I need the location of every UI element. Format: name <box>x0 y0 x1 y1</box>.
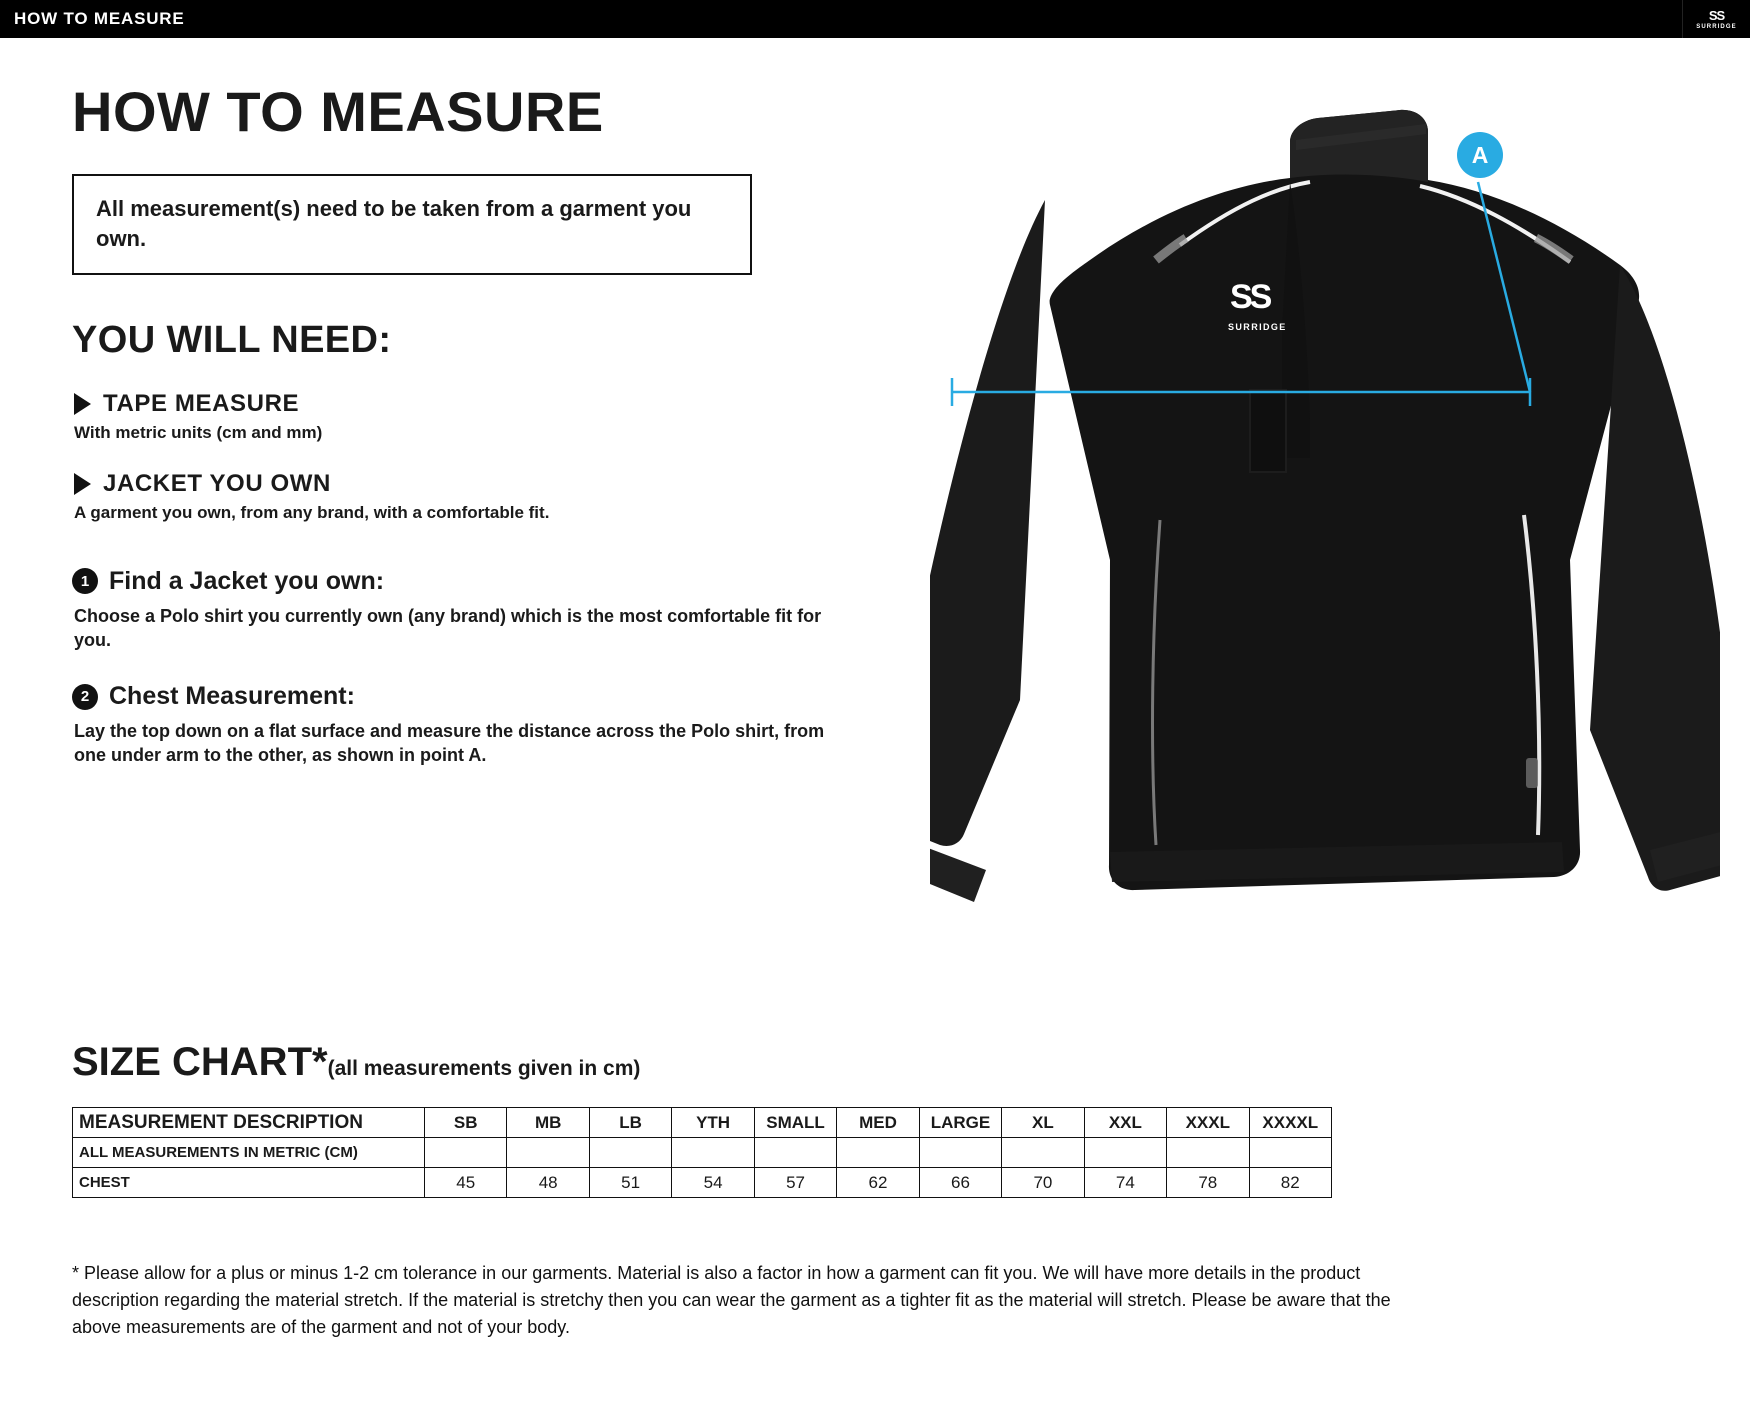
row-value <box>425 1138 507 1168</box>
step-number-badge: 2 <box>72 684 98 710</box>
row-value <box>1167 1138 1249 1168</box>
step-body: Choose a Polo shirt you currently own (any brand) which is the most comfortable fit for you. <box>74 605 822 650</box>
svg-text:SURRIDGE: SURRIDGE <box>1228 322 1287 332</box>
table-row <box>73 1168 1332 1198</box>
row-label: ALL MEASUREMENTS IN METRIC (CM) <box>73 1138 425 1168</box>
column-header: XXXL <box>1167 1108 1249 1138</box>
row-value: 54 <box>672 1168 754 1198</box>
column-header: MEASUREMENT DESCRIPTION <box>73 1108 425 1138</box>
need-item-label: JACKET YOU OWN <box>103 470 331 498</box>
need-item-sub: With metric units (cm and mm) <box>74 423 323 443</box>
row-value: 78 <box>1167 1168 1249 1198</box>
row-value <box>1249 1138 1331 1168</box>
step-body: Lay the top down on a flat surface and measure the distance across the Polo shirt, from one under arm to the other, as shown in point A. <box>74 721 825 766</box>
row-value: 45 <box>425 1168 507 1198</box>
row-value: 48 <box>507 1168 589 1198</box>
row-value: 66 <box>919 1168 1001 1198</box>
column-header: MED <box>837 1108 919 1138</box>
row-value: 57 <box>754 1168 836 1198</box>
column-header: SMALL <box>754 1108 836 1138</box>
row-value: 62 <box>837 1168 919 1198</box>
size-chart-title-note: (all measurements given in cm) <box>327 1057 641 1080</box>
you-will-need-heading: YOU WILL NEED: <box>72 319 392 362</box>
page-title: HOW TO MEASURE <box>72 80 604 143</box>
row-value: 70 <box>1002 1168 1084 1198</box>
row-value <box>1002 1138 1084 1168</box>
need-item-jacket <box>72 470 872 524</box>
callout-marker-a: A <box>1457 132 1503 178</box>
column-header: SB <box>425 1108 507 1138</box>
footnote-text: * Please allow for a plus or minus 1-2 cm tolerance in our garments. Material is also a factor in how a garment can fit you. We will have more details in the product description regarding the material stretch. If the material is stretchy then you can wear the garment as a tighter fit as the material will stretch. Please be aware that the above measurements are of the garment and not of your body. <box>72 1263 1391 1337</box>
column-header: XL <box>1002 1108 1084 1138</box>
step-title: Chest Measurement: <box>109 682 355 711</box>
row-value <box>589 1138 671 1168</box>
row-label: CHEST <box>73 1168 425 1198</box>
svg-text:SS: SS <box>1230 278 1270 316</box>
top-bar-title: HOW TO MEASURE <box>14 9 185 28</box>
garment-illustration <box>930 90 1720 1020</box>
column-header: YTH <box>672 1108 754 1138</box>
need-item-label: TAPE MEASURE <box>103 390 300 418</box>
row-value <box>1084 1138 1166 1168</box>
row-value <box>919 1138 1001 1168</box>
need-item-sub: A garment you own, from any brand, with a comfortable fit. <box>74 503 550 523</box>
column-header: XXL <box>1084 1108 1166 1138</box>
jacket-image <box>930 90 1720 1020</box>
row-value <box>672 1138 754 1168</box>
table-header-row <box>73 1108 1332 1138</box>
brand-logo <box>1682 0 1750 38</box>
row-value: 82 <box>1249 1168 1331 1198</box>
notice-box <box>72 174 752 275</box>
notice-text: All measurement(s) need to be taken from a garment you own. <box>96 196 692 251</box>
need-item-tape-measure <box>72 390 872 444</box>
size-chart-title-text: SIZE CHART* <box>72 1040 328 1084</box>
row-value: 74 <box>1084 1168 1166 1198</box>
column-header: LB <box>589 1108 671 1138</box>
step-2 <box>72 682 872 768</box>
steps-list <box>72 567 872 768</box>
size-chart-section <box>72 1040 1372 1198</box>
table-row <box>73 1138 1332 1168</box>
brand-logo-name: SURRIDGE <box>1696 23 1737 30</box>
column-header: LARGE <box>919 1108 1001 1138</box>
step-1 <box>72 567 872 653</box>
column-header: XXXXL <box>1249 1108 1331 1138</box>
row-value <box>837 1138 919 1168</box>
top-bar <box>0 0 1750 38</box>
instructions-column <box>72 80 872 798</box>
triangle-bullet-icon <box>74 473 91 495</box>
row-value: 51 <box>589 1168 671 1198</box>
row-value <box>754 1138 836 1168</box>
row-value <box>507 1138 589 1168</box>
step-title: Find a Jacket you own: <box>109 566 385 595</box>
size-chart-table <box>72 1107 1332 1198</box>
step-number-badge: 1 <box>72 568 98 594</box>
size-chart-title <box>72 1040 1372 1085</box>
triangle-bullet-icon <box>74 393 91 415</box>
brand-logo-mark: SS <box>1708 7 1725 23</box>
column-header: MB <box>507 1108 589 1138</box>
